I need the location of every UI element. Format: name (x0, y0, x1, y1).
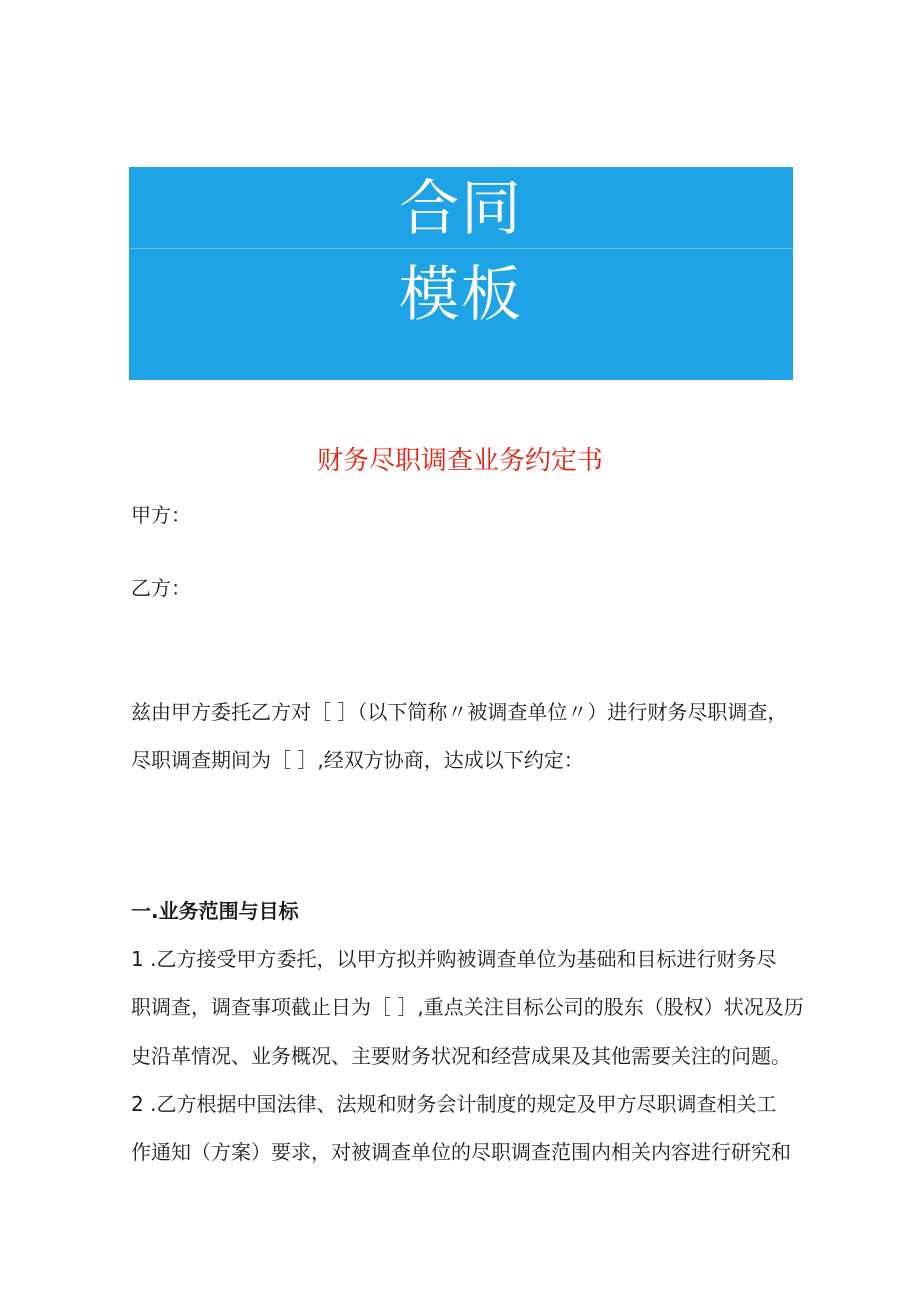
item2-line-2: 作通知（方案）要求，对被调查单位的尽职调查范围内相关内容进行研究和 (131, 1140, 791, 1164)
banner-title-line1: 合同 (399, 174, 523, 244)
cover-banner (129, 167, 793, 380)
intro-line-1: 兹由甲方委托乙方对［ ］（以下简称〃被调查单位〃）进行财务尽职调查， (131, 700, 788, 724)
item1-line-2: 职调查，调查事项截止日为［ ］,重点关注目标公司的股东（股权）状况及历 (131, 995, 804, 1019)
banner-divider (129, 248, 793, 249)
section-heading: 一.业务范围与目标 (131, 899, 299, 923)
item1-line-1: 1 .乙方接受甲方委托，以甲方拟并购被调查单位为基础和目标进行财务尽 (131, 947, 777, 971)
banner-title-line2: 模板 (399, 260, 523, 330)
party-b-label: 乙方： (131, 576, 191, 600)
intro-line-2: 尽职调查期间为［ ］,经双方协商，达成以下约定： (131, 748, 584, 772)
party-a-label: 甲方： (131, 503, 191, 527)
item2-line-1: 2 .乙方根据中国法律、法规和财务会计制度的规定及甲方尽职调查相关工 (131, 1092, 777, 1116)
document-title: 财务尽职调查业务约定书 (316, 446, 603, 476)
item1-line-3: 史沿革情况、业务概况、主要财务状况和经营成果及其他需要关注的问题。 (131, 1044, 791, 1068)
